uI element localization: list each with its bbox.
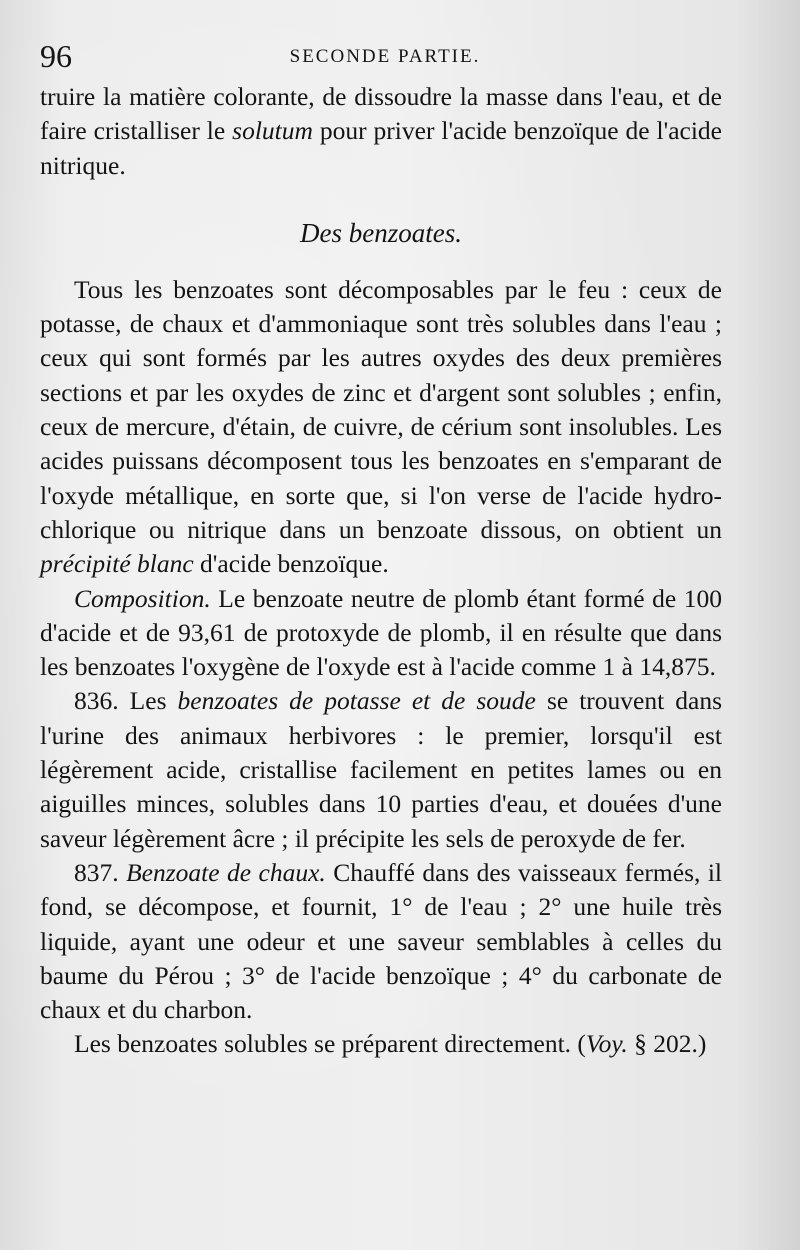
p4-italic: Benzoate de chaux. [126, 857, 326, 887]
p5-text: Les benzoates solubles se préparent directement. ( [74, 1029, 586, 1059]
intro-text: truire la matière colorante, de dissoudre la masse dans l'eau, et de faire cristalliser le [40, 82, 722, 146]
intro-text-after: pour priver l'acide benzoïque de l'acide nitrique. [40, 116, 722, 180]
running-title: SECONDE PARTIE. [289, 46, 481, 67]
p2-text: Le benzoate neutre de plomb étant formé de 100 d'acide et de 93,61 de protoxyde de plomb, il en résulte que dans les benzoates l'oxygène de l'oxyde est à l'acide comme 1 à 14,875. [40, 583, 722, 682]
p1-italic: précipité blanc [40, 549, 194, 579]
p5-text-after: § 202.) [627, 1029, 707, 1059]
p5-italic: Voy. [585, 1029, 628, 1059]
intro-italic: solutum [232, 116, 313, 146]
intro-paragraph [40, 80, 722, 183]
paragraph-837 [40, 856, 722, 1027]
p1-text-after: d'acide benzoïque. [193, 549, 389, 579]
p4-text: Chauffé dans des vaisseaux fermés, il fond, se décompose, et fournit, 1° de l'eau ; 2° une huile très liquide, ayant une odeur et une saveur semblables à celles du baume du Pérou ; 3° de l'acide benzoïque ; 4° du carbonate de chaux et du charbon. [40, 857, 723, 1025]
page-number: 96 [40, 38, 72, 74]
paragraph-composition [40, 582, 722, 685]
p3-number: 836. Les [74, 686, 178, 716]
p1-text: Tous les benzoates sont décomposables par le feu : ceux de potasse, de chaux et d'ammoniaque sont très solubles dans l'eau ; ceux qui sont formés par les autres oxydes des deux premières sections et par les oxydes de zinc et d'argent sont solubles ; enfin, ceux de mercure, d'étain, de cuivre, de cérium sont insolubles. Les acides puissans décomposent tous les benzoates en s'emparant de l'oxyde métallique, en sorte que, si l'on verse de l'acide hydro-chlorique ou nitrique dans un benzoate dissous, on obtient un [40, 274, 722, 544]
p4-number: 837. [74, 857, 127, 887]
body-text [40, 80, 722, 1062]
p3-italic: benzoates de potasse et de soude [177, 686, 536, 716]
section-title: Des benzoates. [300, 217, 462, 248]
paragraph-836 [40, 684, 722, 855]
paragraph-benzoates-general [40, 273, 722, 582]
p2-label: Composition. [74, 583, 211, 613]
page-header [40, 38, 730, 78]
paragraph-preparation [40, 1027, 722, 1061]
p3-text: se trouvent dans l'urine des animaux herbivores : le premier, lorsqu'il est légèrement acide, cristallise facilement en petites lames ou en aiguilles minces, solubles dans 10 parties d'eau, et douées d'une saveur légèrement âcre ; il précipite les sels de peroxyde de fer. [40, 686, 722, 853]
